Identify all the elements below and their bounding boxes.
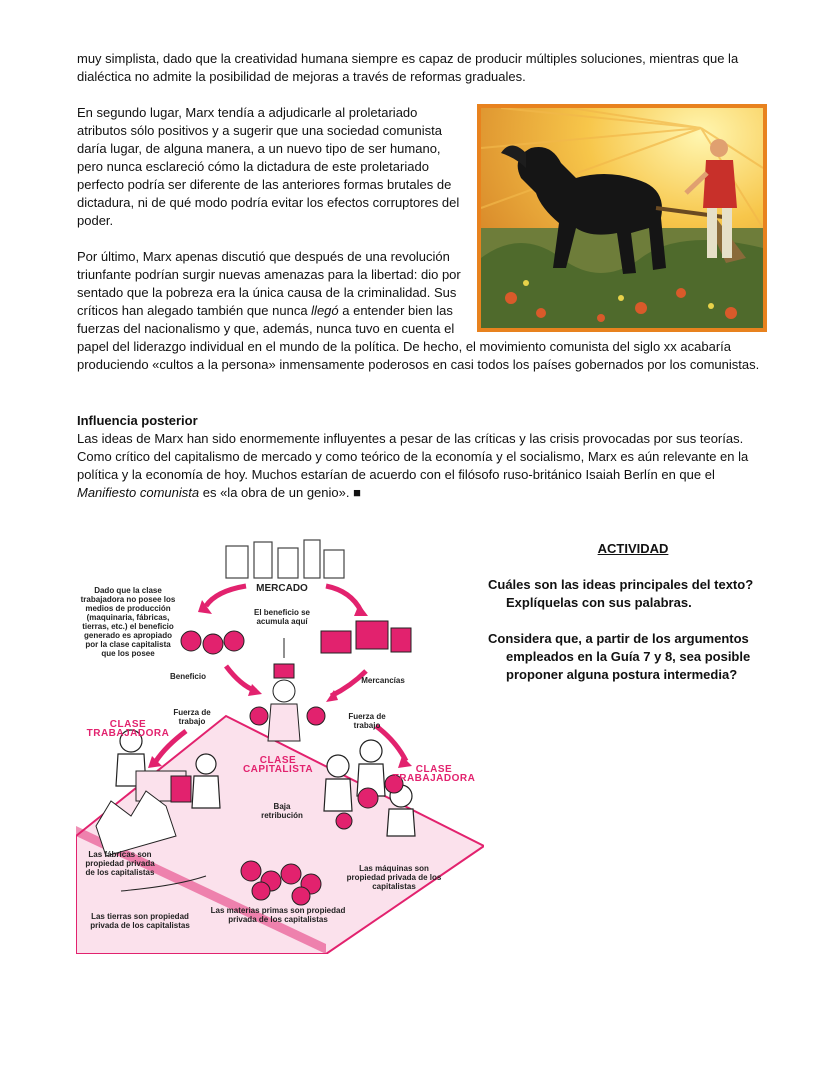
label-mercancias: Mercancías [361,676,405,685]
label-fuerza-trabajo-right: Fuerza de trabajo [348,712,386,730]
paragraph-intro: muy simplista, dado que la creatividad humana siempre es capaz de producir múltiples soluciones, mientras que la dialéctica no admite la posibilidad de mejoras a través de reformas graduales. [77,51,739,84]
label-fuerza-trabajo-left: Fuerza de trabajo [173,708,211,726]
label-dado-que: Dado que la clase trabajadora no posee los medios de producción (maquinaria, fábricas, tierras, etc.) el beneficio generado es apropiado por la clase capitalista que los posee [80,586,176,658]
wrapped-text-block [77,104,767,374]
label-mercado: MERCADO [256,583,308,594]
activity-question-1: Cuáles son las ideas principales del texto? Explíquelas con sus palabras. [488,577,754,610]
section-heading: Influencia posterior [77,413,198,428]
emphasis-manifiesto: Manifiesto comunista [77,485,200,500]
painting-illustration [481,108,763,328]
capitalism-diagram [76,536,484,954]
emphasis-llego: llegó [311,303,339,318]
label-tierras: Las tierras son propiedad privada de los capitalistas [90,912,190,930]
section-influence [77,412,767,502]
activity-title: ACTIVIDAD [597,541,669,556]
label-clase-capitalista: CLASE CAPITALISTA [242,755,314,775]
paragraph-influence-part-a: Las ideas de Marx han sido enormemente influyentes a pesar de las críticas y las crisis provocadas por sus teorías. Como crítico del capitalismo de mercado y como teórico de la economía y el socialismo, Marx es aún relevante en la política y la economía de hoy. Muchos estarían de acuerdo con el filósofo ruso-británico Isaiah Berlín en que el [77,431,749,482]
paragraph-influence-part-b: es «la obra de un genio». ■ [199,485,361,500]
activity-section [488,540,778,702]
label-clase-trabajadora-right: CLASE TRABAJADORA [392,764,476,784]
label-baja-retribucion: Baja retribución [261,802,303,820]
label-materias-primas: Las materias primas son propiedad privada de los capitalistas [210,906,346,924]
paragraph-final-critique-part-a: Por último, Marx apenas discutió que después de una revolución triunfante podrían surgir nuevas amenazas para la libertad: dio por sentado que la pobreza era la única causa de la criminalidad. Sus críticos han alegado también que nunca [77,249,461,318]
activity-question-2: Considera que, a partir de los argumentos empleados en la Guía 7 y 8, sea posible proponer alguna postura intermedia? [488,631,751,682]
label-beneficio-acumula: El beneficio se acumula aquí [253,608,311,626]
plowing-horse-painting [477,104,767,332]
paragraph-final-critique-part-b: a entender bien las fuerzas del nacionalismo y que, además, nunca tuvo en cuenta el papel del liderazgo individual en el mundo de la política. De hecho, el movimiento comunista del siglo xx acabaría produciendo «cultos a la persona» inmensamente poderosos en casi todos los países gobernados por los comunistas. [77,303,760,372]
label-clase-trabajadora-left: CLASE TRABAJADORA [86,719,170,739]
label-maquinas: Las máquinas son propiedad privada de los capitalistas [346,864,442,891]
paragraph-influence [77,430,767,502]
paragraph-proletariat: En segundo lugar, Marx tendía a adjudicarle al proletariado atributos sólo positivos y a sugerir que una sociedad comunista daría lugar, de alguna manera, a un nuevo tipo de ser humano, pero nunca esclareció cómo la dictadura de este proletariado perfecto podría ser diferente de las anteriores formas brutales de dictadura, ni de qué modo podría evitar los efectos corruptores del poder. [77,105,460,228]
label-beneficio: Beneficio [169,672,206,681]
label-fabricas: Las fábricas son propiedad privada de los capitalistas [85,850,155,877]
